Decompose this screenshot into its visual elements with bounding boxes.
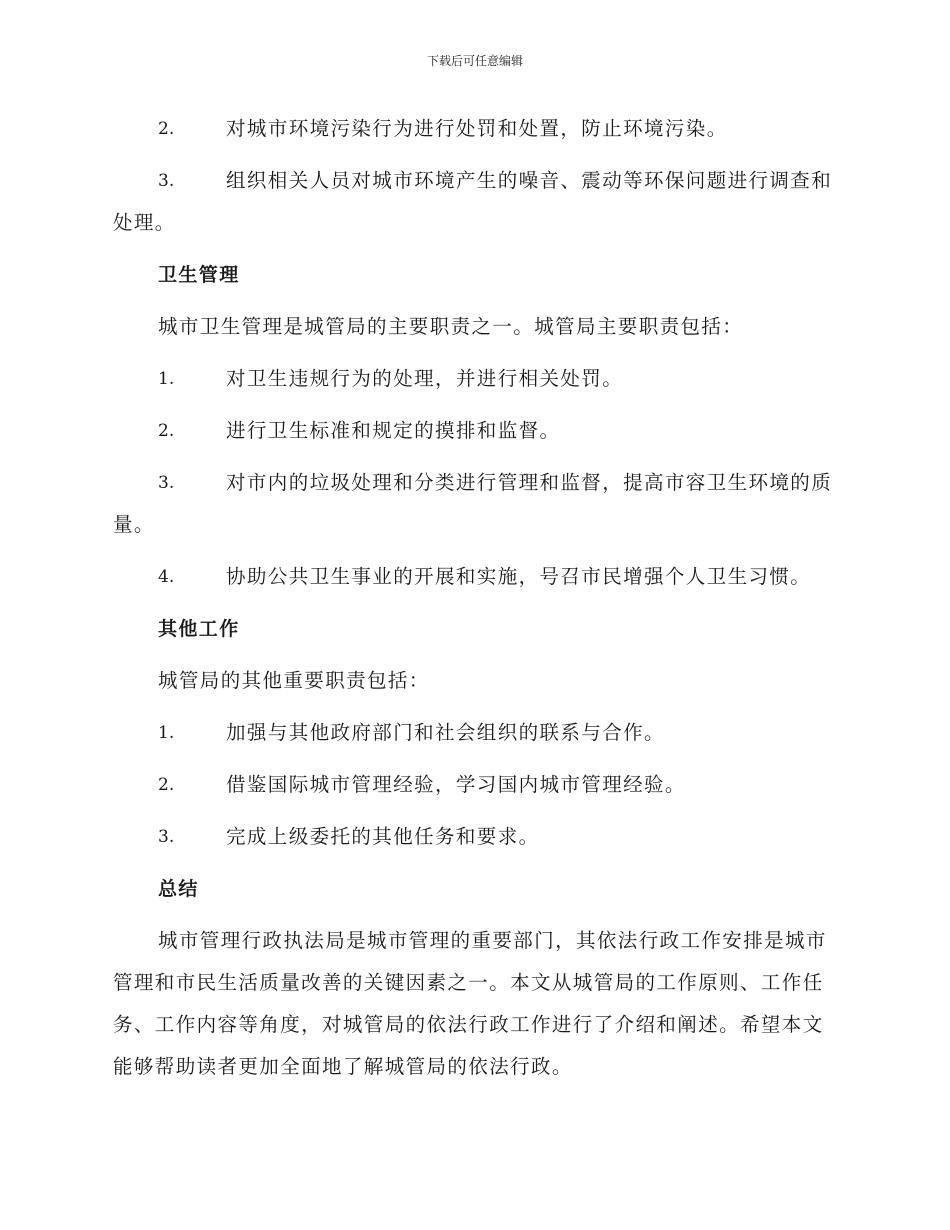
section-heading: 卫生管理 [158,264,240,286]
list-number: 3. [158,171,175,191]
list-number: 3. [158,827,175,847]
list-item [113,160,838,244]
list-number: 2. [158,775,175,795]
list-item [113,556,838,598]
list-number: 1. [158,723,175,743]
page-header: 下载后可任意编辑 [426,54,523,68]
list-number: 2. [158,119,175,139]
section-heading: 总结 [158,878,199,900]
list-text: 借鉴国际城市管理经验，学习国内城市管理经验。 [226,773,686,796]
list-text: 协助公共卫生事业的开展和实施，号召市民增强个人卫生习惯。 [226,565,812,588]
list-item [113,712,838,754]
list-text: 对市内的垃圾处理和分类进行管理和监督，提高市容卫生环境的质量。 [113,471,833,536]
list-number: 3. [158,473,175,493]
list-number: 1. [158,369,175,389]
section-heading: 其他工作 [158,618,240,640]
list-text: 进行卫生标准和规定的摸排和监督。 [226,419,561,442]
list-text: 对卫生违规行为的处理，并进行相关处罚。 [226,367,624,390]
list-text: 组织相关人员对城市环境产生的噪音、震动等环保问题进行调查和处理。 [113,169,833,234]
list-number: 4. [158,567,175,587]
paragraph: 城管局的其他重要职责包括： [158,669,430,692]
list-item [113,108,838,150]
list-text: 对城市环境污染行为进行处罚和处置，防止环境污染。 [226,117,728,140]
list-item [113,764,838,806]
list-item [113,358,838,400]
paragraph: 城市卫生管理是城管局的主要职责之一。城管局主要职责包括： [158,315,744,338]
document-body [113,108,838,1098]
list-text: 完成上级委托的其他任务和要求。 [226,825,540,848]
paragraph: 城市管理行政执法局是城市管理的重要部门，其依法行政工作安排是城市管理和市民生活质量改善的关键因素之一。本文从城管局的工作原则、工作任务、工作内容等角度，对城管局的依法行政工作进行了介绍和阐述。希望本文能够帮助读者更加全面地了解城管局的依法行政。 [113,929,827,1078]
list-item [113,462,838,546]
list-item [113,410,838,452]
list-item [113,816,838,858]
list-number: 2. [158,421,175,441]
list-text: 加强与其他政府部门和社会组织的联系与合作。 [226,721,665,744]
